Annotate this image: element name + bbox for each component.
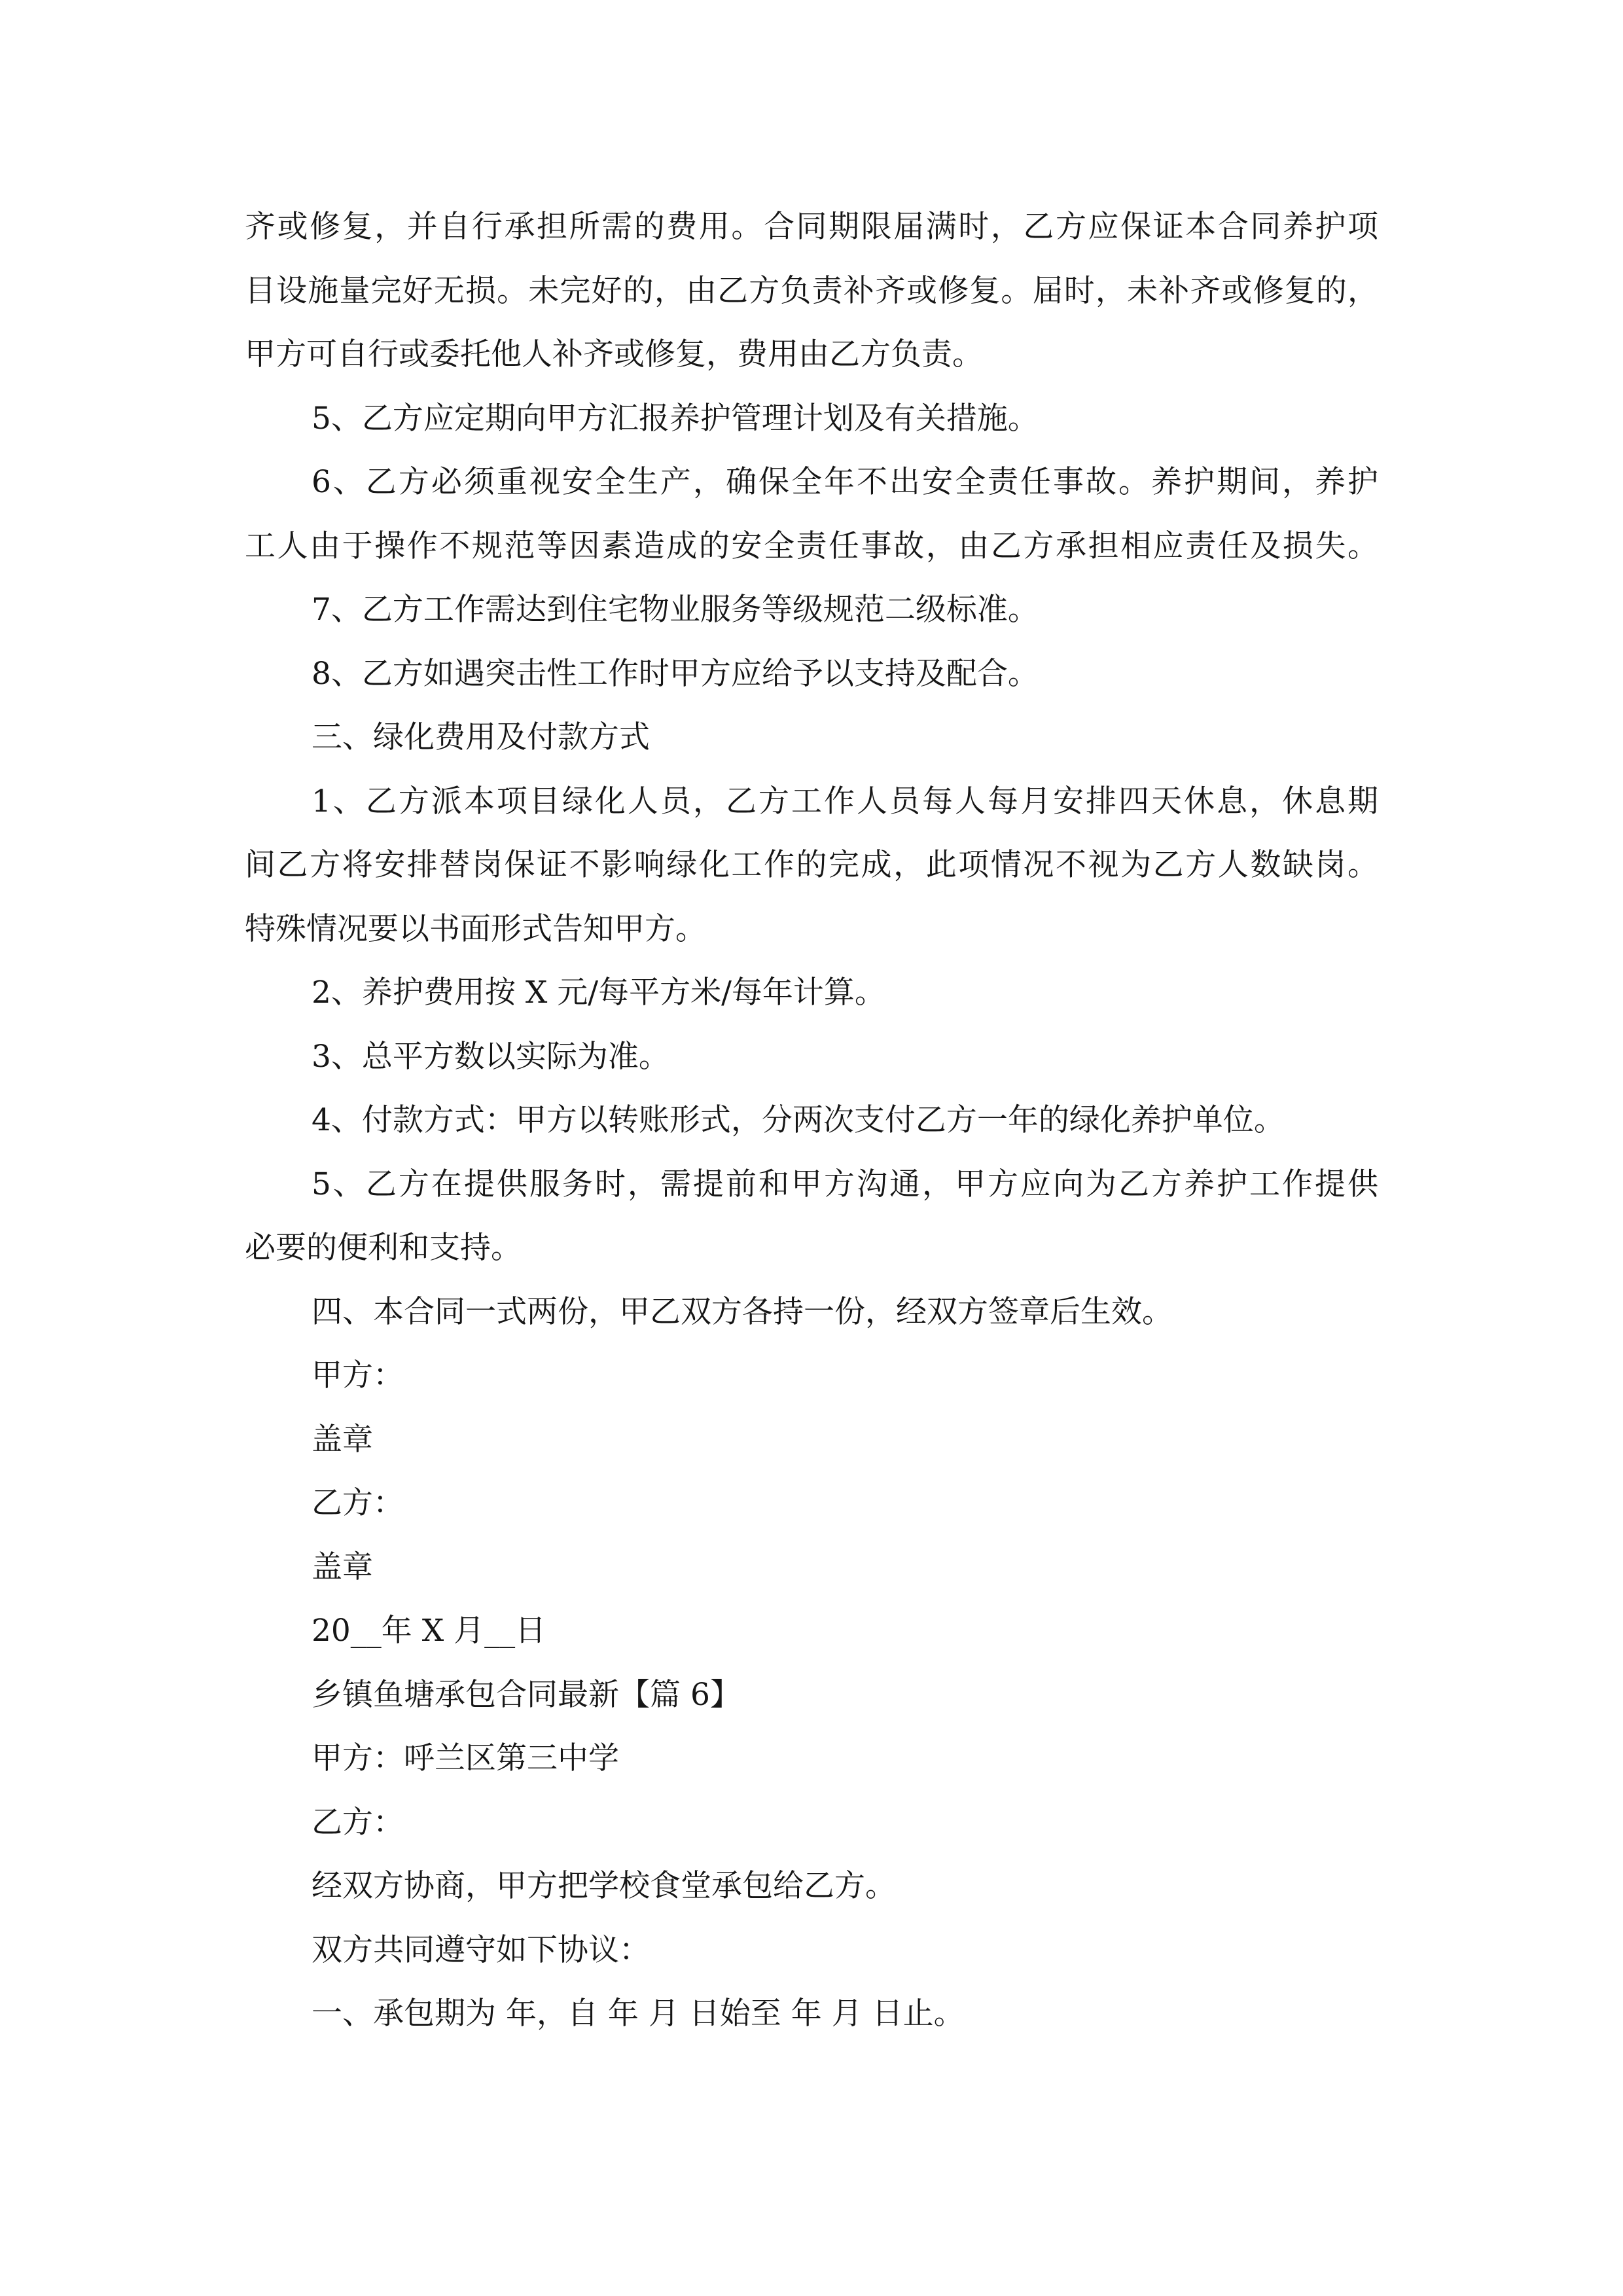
clause-4-continuation-line: 齐或修复，并自行承担所需的费用。合同期限届满时，乙方应保证本合同养护项 (245, 209, 1378, 245)
document-body (245, 195, 1378, 2046)
section-2-tail (245, 195, 1378, 706)
clause-6-line: 6、乙方必须重视安全生产，确保全年不出安全责任事故。养护期间，养护 (312, 464, 1378, 500)
agreement-intro: 双方共同遵守如下协议： (312, 1931, 650, 1968)
signature-block (245, 1344, 1378, 1663)
fee-item-1-line: 间乙方将安排替岗保证不影响绿化工作的完成，此项情况不视为乙方人数缺岗。 (245, 847, 1378, 883)
section-3-heading: 三、绿化费用及付款方式 (312, 719, 650, 755)
fee-item-2-text: 2、养护费用按 X 元/每平方米/每年计算。 (312, 975, 885, 1011)
fee-item-4-text: 4、付款方式：甲方以转账形式，分两次支付乙方一年的绿化养护单位。 (312, 1102, 1285, 1138)
section-3 (245, 706, 1378, 1280)
section-4-text: 四、本合同一式两份，甲乙双方各持一份，经双方签章后生效。 (312, 1293, 1173, 1330)
clause-7-text: 7、乙方工作需达到住宅物业服务等级规范二级标准。 (312, 592, 1039, 628)
clause-6-line: 工人由于操作不规范等因素造成的安全责任事故，由乙方承担相应责任及损失。 (245, 528, 1378, 564)
fee-item-1-line: 1、乙方派本项目绿化人员，乙方工作人员每人每月安排四天休息，休息期 (312, 783, 1378, 819)
clause-4-continuation-line: 目设施量完好无损。未完好的，由乙方负责补齐或修复。届时，未补齐或修复的， (245, 272, 1378, 309)
clause-4-continuation-line: 甲方可自行或委托他人补齐或修复，费用由乙方负责。 (245, 336, 983, 372)
fee-item-1-line: 特殊情况要以书面形式告知甲方。 (245, 910, 706, 947)
clause-8-text: 8、乙方如遇突击性工作时甲方应给予以支持及配合。 (312, 655, 1039, 692)
fee-item-3-text: 3、总平方数以实际为准。 (312, 1038, 669, 1075)
party-a-label: 甲方： (312, 1357, 404, 1393)
contract-preamble: 经双方协商，甲方把学校食堂承包给乙方。 (312, 1868, 896, 1904)
contract-party-a: 甲方：呼兰区第三中学 (312, 1740, 619, 1776)
fee-item-5-line: 必要的便利和支持。 (245, 1230, 522, 1266)
party-a-seal-label: 盖章 (312, 1421, 373, 1458)
contract-party-b: 乙方： (312, 1804, 404, 1840)
signing-date: 20__年 X 月__日 (312, 1613, 546, 1649)
party-b-label: 乙方： (312, 1485, 404, 1521)
party-b-seal-label: 盖章 (312, 1549, 373, 1585)
clause-5-text: 5、乙方应定期向甲方汇报养护管理计划及有关措施。 (312, 400, 1039, 437)
contract-title: 乡镇鱼塘承包合同最新【篇 6】 (312, 1676, 741, 1713)
fee-item-5-line: 5、乙方在提供服务时，需提前和甲方沟通，甲方应向为乙方养护工作提供 (312, 1166, 1378, 1202)
next-contract (245, 1663, 1378, 2046)
term-clause-1: 一、承包期为 年，自 年 月 日始至 年 月 日止。 (312, 1996, 965, 2032)
